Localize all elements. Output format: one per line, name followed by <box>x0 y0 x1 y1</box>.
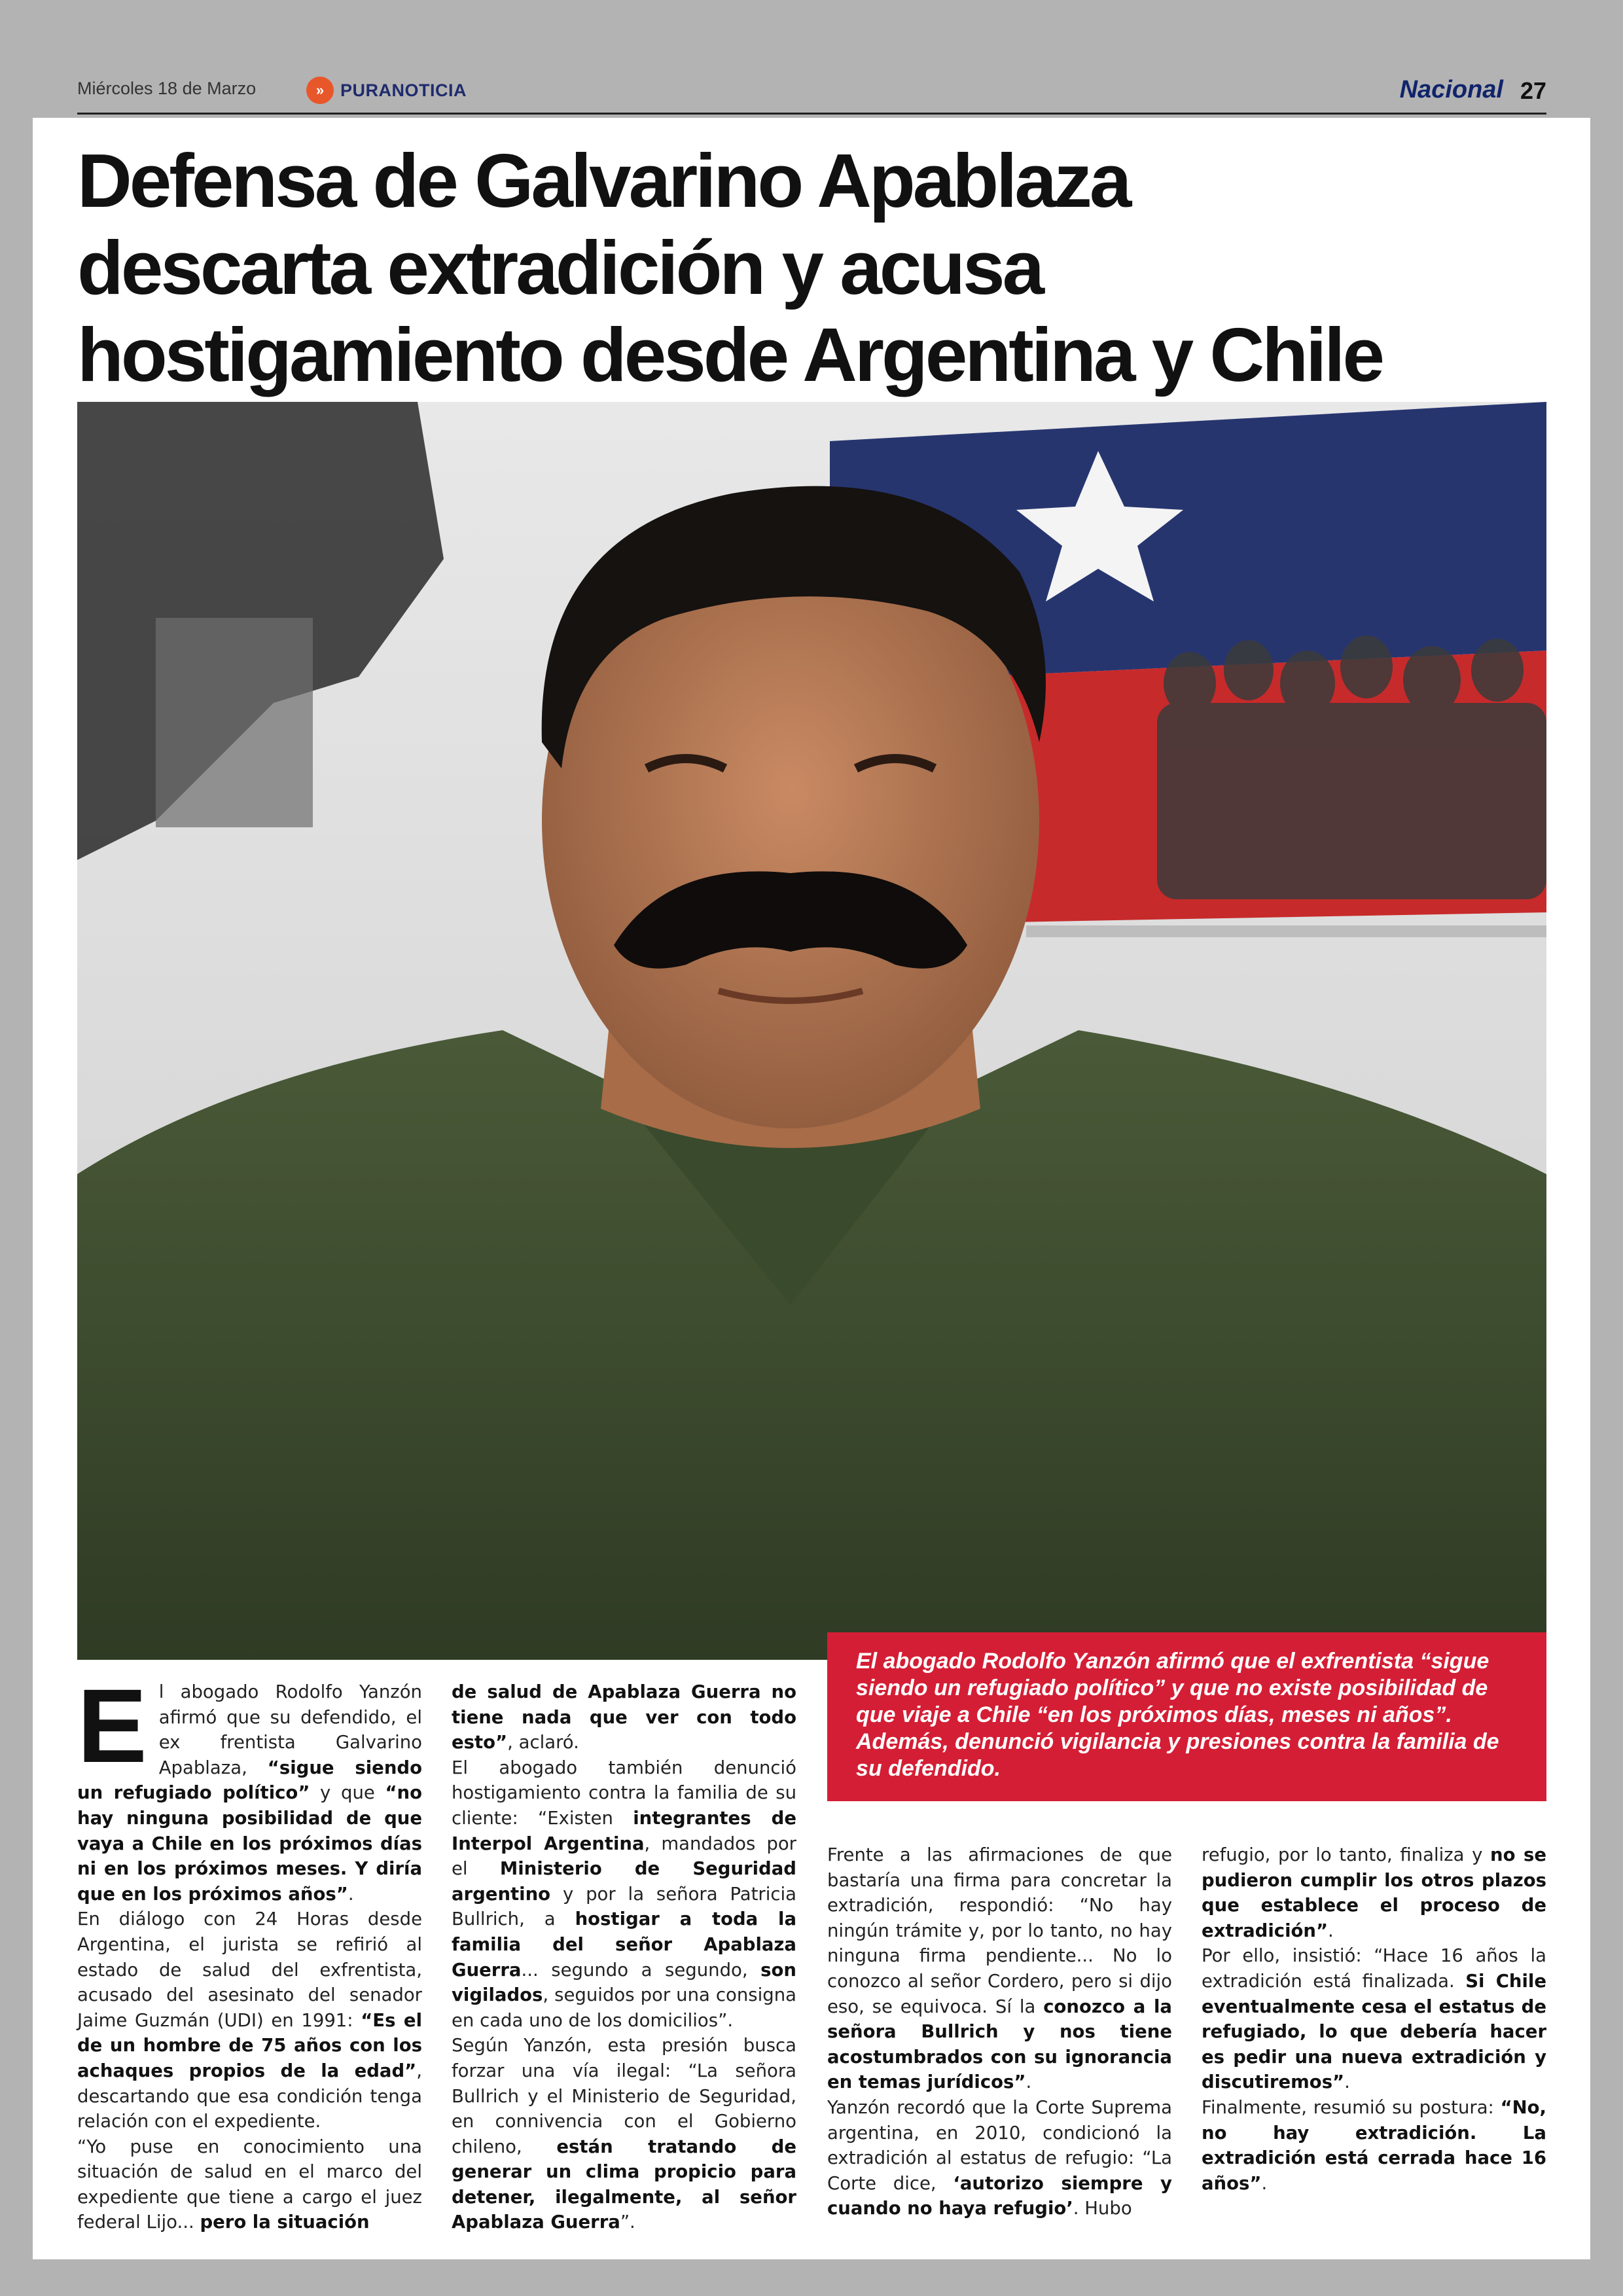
logo-arrows-icon: » <box>306 77 334 104</box>
bold-run: hostigar a toda la familia del señor Apablaza Guerra <box>452 1909 796 1981</box>
bold-run: Si Chile eventualmente cesa el estatus de refugiado, lo que debería hacer es pedir una nueva extradición y discutiremos” <box>1202 1970 1546 2093</box>
bold-run: “no hay ninguna posibilidad de que vaya a Chile en los próximos días ni en los próximos meses. Y diría que en los próximos años” <box>77 1782 422 1905</box>
text-run: , aclaró. <box>507 1732 579 1753</box>
puranoticia-logo <box>306 76 467 105</box>
article-photo <box>77 402 1546 1660</box>
text-run: Yanzón recordó que la Corte Suprema argentina, en 2010, condicionó la extradición al estatus de refugio: “La Corte dice, <box>827 2096 1172 2194</box>
logo-text: PURANOTICIA <box>340 80 467 100</box>
article-column-2 <box>452 1679 796 2235</box>
paragraph <box>1202 1943 1546 2095</box>
headline-line-1: Defensa de Galvarino Apablaza <box>77 138 1130 223</box>
text-run: , seguidos por una consigna en cada uno de los domicilios”. <box>452 1984 796 2031</box>
text-run: . <box>348 1883 354 1905</box>
text-run: Finalmente, resumió su postura: <box>1202 2096 1501 2118</box>
drop-cap: E <box>77 1667 147 1784</box>
photo-caption-box <box>827 1632 1546 1801</box>
bold-run: no se pudieron cumplir los otros plazos que establece el proceso de extradición” <box>1202 1844 1546 1941</box>
text-run: , mandados por el <box>452 1833 796 1880</box>
paragraph <box>77 2134 422 2235</box>
portrait-illustration <box>77 402 1546 1660</box>
bold-run: Ministerio de Seguridad argentino <box>452 1858 796 1905</box>
paragraph <box>452 1679 796 1755</box>
bold-run: “No, no hay extradición. La extradición está cerrada hace 16 años” <box>1202 2096 1546 2194</box>
text-run: . Hubo <box>1073 2198 1132 2219</box>
paragraph <box>452 2033 796 2235</box>
text-run: El abogado también denunció hostigamiento contra la familia de su cliente: “Existen <box>452 1757 796 1829</box>
section-name: Nacional <box>1399 76 1503 103</box>
text-run: y que <box>310 1782 385 1804</box>
headline-line-3: hostigamiento desde Argentina y Chile <box>77 312 1383 397</box>
bold-run: están tratando de generar un clima propicio para detener, ilegalmente, al señor Apablaza Guerra <box>452 2136 796 2233</box>
text-run: Frente a las afirmaciones de que bastaría una firma para concretar la extradición, respondió: “No hay ningún trámite y, por lo tanto, no hay ninguna firma pendiente... No lo conozco al señor Cordero, pero si dijo eso, se equivoca. Sí la <box>827 1844 1172 2017</box>
text-run: l abogado Rodolfo Yanzón afirmó que su defendido, el ex frentista Galvarino Apablaza, <box>158 1681 422 1778</box>
paragraph <box>1202 2095 1546 2196</box>
bold-run: “sigue siendo un refugiado político” <box>77 1757 422 1804</box>
bold-run: de salud de Apablaza Guerra no tiene nada que ver con todo esto” <box>452 1681 796 1753</box>
bold-run: pero la situación <box>200 2212 370 2233</box>
article-column-3 <box>827 1842 1172 2221</box>
text-run: ... segundo a segundo, <box>521 1959 761 1981</box>
text-run: . <box>1328 1920 1334 1941</box>
issue-date: Miércoles 18 de Marzo <box>77 79 257 98</box>
headline <box>77 137 1569 399</box>
paragraph <box>827 1842 1172 2095</box>
header-rule <box>77 113 1546 115</box>
text-run: . <box>1344 2072 1350 2093</box>
page-number: 27 <box>1520 77 1546 104</box>
text-run: ”. <box>620 2212 635 2233</box>
bold-run: son vigilados <box>452 1959 796 2006</box>
article-column-4 <box>1202 1842 1546 2196</box>
bold-run: “Es el de un hombre de 75 años con los achaques propios de la edad” <box>77 2009 422 2081</box>
text-run: Por ello, insistió: “Hace 16 años la extradición está finalizada. <box>1202 1945 1546 1992</box>
text-run: refugio, por lo tanto, finaliza y <box>1202 1844 1491 1865</box>
article-column-1 <box>77 1667 422 2235</box>
bold-run: integrantes de Interpol Argentina <box>452 1807 796 1854</box>
bold-run: ‘autorizo siempre y cuando no haya refugio’ <box>827 2172 1172 2219</box>
text-run: “Yo puse en conocimiento una situación de salud en el marco del expediente que tiene a cargo el juez federal Lijo... <box>77 2136 422 2233</box>
caption-text: El abogado Rodolfo Yanzón afirmó que el exfrentista “sigue siendo un refugiado político” y que no existe posibilidad de que viaje a Chile “en los próximos días, meses ni años”. Además, denunció vigilancia y presiones contra la familia de su defendido. <box>856 1649 1499 1781</box>
paragraph <box>77 1907 422 2134</box>
text-run: . <box>1261 2172 1268 2194</box>
bold-run: conozco a la señora Bullrich y nos tiene acostumbrados con su ignorancia en temas jurídicos” <box>827 1996 1172 2093</box>
text-run: y por la señora Patricia Bullrich, a <box>452 1883 796 1930</box>
text-run: Según Yanzón, esta presión busca forzar una vía ilegal: “La señora Bullrich y el Ministerio de Seguridad, en connivencia con el Gobierno chileno, <box>452 2035 796 2157</box>
paragraph <box>452 1755 796 2034</box>
page-header <box>77 71 1546 117</box>
text-run: , descartando que esa condición tenga relación con el expediente. <box>77 2060 422 2132</box>
text-run: En diálogo con 24 Horas desde Argentina, el jurista se refirió al estado de salud del exfrentista, acusado del asesinato del senador Jaime Guzmán (UDI) en 1991: <box>77 1909 422 2031</box>
paragraph <box>827 2095 1172 2221</box>
text-run: . <box>1026 2072 1032 2093</box>
headline-line-2: descarta extradición y acusa <box>77 225 1043 310</box>
paragraph <box>1202 1842 1546 1943</box>
